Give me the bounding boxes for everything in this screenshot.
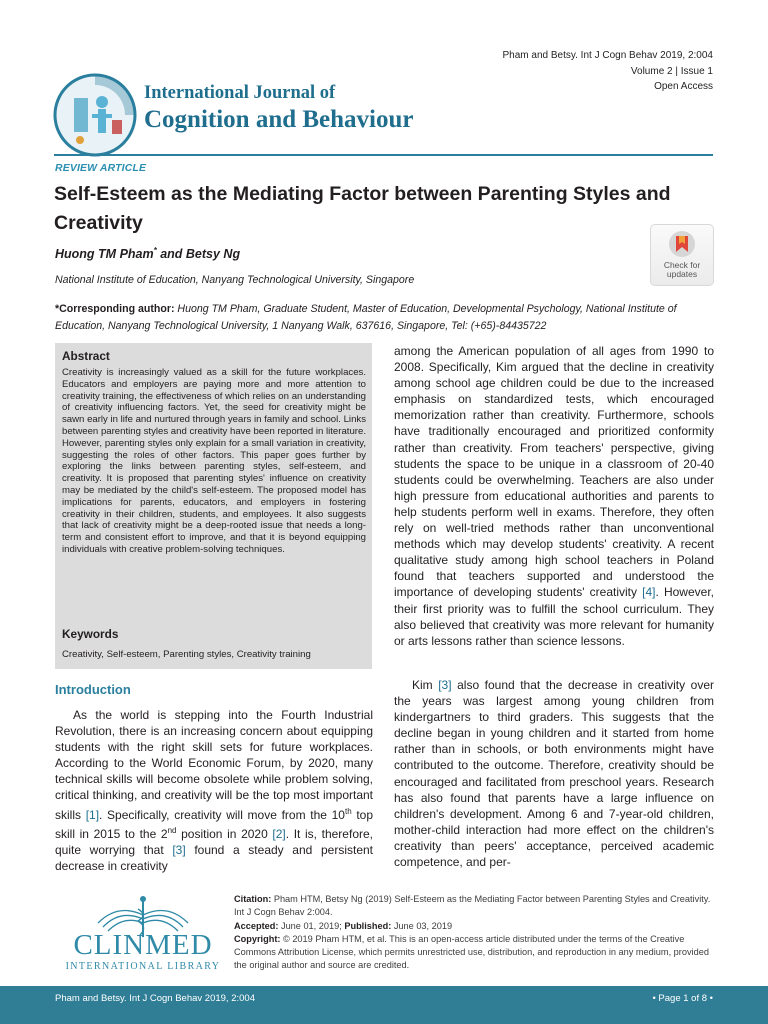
- corresponding-details: Huong TM Pham, Graduate Student, Master of Education, Developmental Psychology, National Institute of Education, Nanyang Technological University, 1 Nanyang Walk, 637616, Singapore, Tel: (+65)-84435722: [55, 303, 677, 332]
- check-updates-text-1: Check for: [663, 260, 701, 270]
- text-run: position in 2020: [176, 826, 273, 841]
- text-run: top skill in 2015 to the 2: [55, 807, 373, 841]
- clinmed-wordmark: CLINMED: [73, 929, 213, 961]
- journal-logo: [52, 72, 138, 158]
- superscript-th: th: [344, 806, 352, 816]
- volume-issue: Volume 2 | Issue 1: [630, 65, 713, 77]
- check-updates-text-2: updates: [666, 269, 698, 279]
- footer-citation: Pham and Betsy. Int J Cogn Behav 2019, 2:004: [55, 993, 255, 1004]
- text-run: . Specifically, creativity will move from the 10: [99, 807, 345, 822]
- page-footer: [0, 986, 768, 1024]
- copyright-entry: [234, 933, 716, 973]
- accepted-label: Accepted:: [234, 920, 279, 931]
- introduction-heading: Introduction: [55, 682, 131, 697]
- abstract-text: Creativity is increasingly valued as a skill for the future workplaces. Educators and employers are paying more and more attention to creativity training, the effectiveness of which relies on an understanding of creativity influencing factors. Yet, the seed for creativity might be sawn early in life and nurtured through years in family and school. Links between parenting styles and creativity have been reported in literature. However, parenting styles only explain for a small variation in creativity, suggesting the roles of other factors. This paper goes further by exploring the links between parenting styles, self-esteem, and creativity. It is proposed that parenting styles' influence on creativity may be mediated by the child's self-esteem. The proposed model has implications for parents, educators, and employers in fostering creativity in their children, students, and employees. It also suggests that lack of creativity might be a deep-rooted issue that needs a long-term and consistent effort to improve, and that it is beyond equipping individuals with creative problem-solving techniques.: [62, 367, 366, 555]
- text-run: found a steady and persistent decrease in creativity: [55, 842, 373, 873]
- text-run: also found that the decrease in creativity over the years was largest among young children from kindergartners to third graders. This suggests that the decline began in young children and it started from home rather than in schools, or both environments might have contributed to the outcome. Therefore, creativity should be encouraged and facilitated from preschool years. Research has also found that parents have a large influence on children's development. Among 6 and 7-year-old children, mother-child interaction had more effect on the children's creativity than peers' acceptance, perceived academic competence, and per-: [394, 678, 715, 870]
- header-divider: [54, 154, 713, 156]
- journal-name-line1: International Journal of: [144, 83, 336, 103]
- text-run: Kim: [412, 678, 439, 692]
- text-run: . It is, therefore, quite worrying that: [55, 826, 373, 857]
- column2-paragraph-2: [394, 677, 714, 870]
- text-run: . However, their first priority was to fulfill the school curriculum. They also believed that creativity was more relevant for humanity or arts lessons rather than science lessons.: [394, 585, 714, 648]
- reference-link-2[interactable]: [2]: [272, 826, 286, 841]
- corresponding-mark: *: [153, 246, 157, 255]
- journal-name-line2: Cognition and Behaviour: [144, 106, 414, 133]
- copyright-label: Copyright:: [234, 933, 281, 944]
- reference-link-1[interactable]: [1]: [85, 807, 100, 822]
- citation-entry: [234, 893, 716, 920]
- citation-header-line: Pham and Betsy. Int J Cogn Behav 2019, 2:004: [502, 50, 713, 61]
- published-label: Published:: [344, 920, 392, 931]
- published-date: June 03, 2019: [391, 920, 453, 931]
- citation-block: [234, 893, 716, 973]
- check-for-updates-badge[interactable]: [650, 224, 714, 286]
- corresponding-author: [55, 301, 715, 334]
- bookmark-icon: [651, 227, 713, 263]
- reference-link-3[interactable]: [3]: [172, 842, 186, 857]
- author-2: and Betsy Ng: [156, 247, 241, 262]
- corresponding-label: *Corresponding author:: [55, 303, 175, 315]
- article-title: Self-Esteem as the Mediating Factor between Parenting Styles and Creativity: [54, 183, 671, 234]
- reference-link-4[interactable]: [4]: [642, 585, 656, 600]
- citation-text: Pham HTM, Betsy Ng (2019) Self-Esteem as the Mediating Factor between Parenting Styles and Creativity. Int J Cogn Behav 2:004.: [234, 894, 711, 918]
- copyright-text: © 2019 Pham HTM, et al. This is an open-access article distributed under the terms of the Creative Commons Attribution License, which permits unrestricted use, distribution, and reproduction in any medium, provided the original author and source are credited.: [234, 933, 709, 971]
- page-number: • Page 1 of 8 •: [652, 993, 713, 1004]
- author-1: Huong TM Pham: [55, 247, 154, 262]
- superscript-nd: nd: [167, 825, 177, 835]
- introduction-paragraph: [55, 707, 373, 874]
- reference-link-3b[interactable]: [3]: [438, 678, 452, 692]
- author-list: [55, 246, 240, 261]
- affiliation: National Institute of Education, Nanyang Technological University, Singapore: [55, 274, 415, 286]
- clinmed-subtitle: INTERNATIONAL LIBRARY: [65, 961, 221, 972]
- accepted-date: June 01, 2019;: [278, 920, 345, 931]
- keywords-text: Creativity, Self-esteem, Parenting styles, Creativity training: [62, 649, 311, 660]
- citation-header: [502, 48, 713, 95]
- text-run: As the world is stepping into the Fourth Industrial Revolution, there is an increasing concern about equipping students with the right skill sets for future workplaces. According to the World Economic Forum, by 2020, many technical skills will become obsolete while problem solving, critical thinking, and creativity will be the top most important skills: [55, 708, 373, 822]
- citation-label: Citation:: [234, 894, 272, 904]
- dates-entry: [234, 920, 716, 933]
- text-run: among the American population of all ages from 1990 to 2008. Specifically, Kim argued that the decline in creativity among school age children could be due to the increased emphasis on standardized tests, which encouraged memorization rather than creativity. Furthermore, schools have traditionally encouraged and prioritized conformity rather than creativity. From teachers' perspective, giving students the space to be unique in a classroom of 20-40 students could be overwhelming. Teachers are also under high pressure from educational authorities and parents to help students perform well in exams. Therefore, they often rely on well-tried methods rather than unconventional methods which may develop students' creativity. A recent qualitative study among high school teachers in Poland found that teachers supported and understood the importance of developing students' creativity: [394, 344, 714, 600]
- clinmed-logo: [58, 893, 228, 973]
- abstract-heading: Abstract: [62, 349, 110, 363]
- column2-paragraph-1: [394, 343, 714, 649]
- article-type-label: REVIEW ARTICLE: [55, 163, 147, 174]
- keywords-heading: Keywords: [62, 627, 119, 641]
- open-access-label: Open Access: [654, 81, 713, 93]
